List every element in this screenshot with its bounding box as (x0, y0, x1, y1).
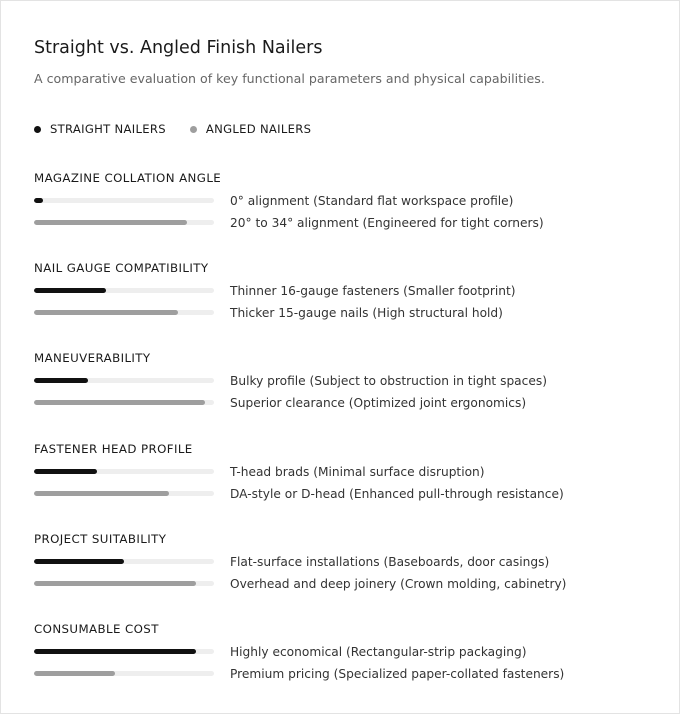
category-group (34, 351, 654, 431)
category-title: CONSUMABLE COST (34, 622, 159, 636)
bar-straight (34, 469, 97, 474)
category-group (34, 261, 654, 341)
bar-row (34, 666, 654, 682)
bar-row (34, 283, 654, 299)
legend-dot-straight (34, 126, 41, 133)
bar-label: T-head brads (Minimal surface disruption) (230, 465, 485, 479)
bar-row (34, 305, 654, 321)
category-title: MAGAZINE COLLATION ANGLE (34, 171, 222, 185)
bar-straight (34, 198, 43, 203)
bar-track (34, 400, 214, 405)
bar-track (34, 310, 214, 315)
bar-straight (34, 649, 196, 654)
bar-label: DA-style or D-head (Enhanced pull-through resistance) (230, 487, 564, 501)
bar-track (34, 581, 214, 586)
bar-track (34, 198, 214, 203)
bar-row (34, 644, 654, 660)
bar-label: Superior clearance (Optimized joint ergonomics) (230, 396, 527, 410)
legend (34, 122, 335, 136)
bar-angled (34, 671, 115, 676)
bar-straight (34, 559, 124, 564)
bar-label: Flat-surface installations (Baseboards, door casings) (230, 555, 550, 569)
legend-label-straight: STRAIGHT NAILERS (50, 122, 166, 136)
bar-angled (34, 581, 196, 586)
bar-track (34, 469, 214, 474)
category-group (34, 171, 654, 251)
chart-subtitle: A comparative evaluation of key functional parameters and physical capabilities. (34, 71, 545, 86)
bar-row (34, 576, 654, 592)
bar-label: 20° to 34° alignment (Engineered for tight corners) (230, 216, 544, 230)
bar-track (34, 559, 214, 564)
legend-item-angled (190, 122, 311, 136)
bar-row (34, 554, 654, 570)
bar-track (34, 288, 214, 293)
category-title: FASTENER HEAD PROFILE (34, 442, 193, 456)
bar-label: Premium pricing (Specialized paper-collated fasteners) (230, 667, 565, 681)
bar-label: Bulky profile (Subject to obstruction in tight spaces) (230, 374, 547, 388)
legend-label-angled: ANGLED NAILERS (205, 122, 312, 136)
bar-angled (34, 491, 169, 496)
bar-label: Overhead and deep joinery (Crown molding, cabinetry) (230, 577, 567, 591)
category-title: PROJECT SUITABILITY (34, 532, 167, 546)
bar-straight (34, 288, 106, 293)
legend-item-straight (34, 122, 166, 136)
chart-title: Straight vs. Angled Finish Nailers (34, 38, 323, 58)
bar-row (34, 215, 654, 231)
bar-track (34, 378, 214, 383)
bar-track (34, 491, 214, 496)
bar-row (34, 373, 654, 389)
bar-label: 0° alignment (Standard flat workspace profile) (230, 194, 514, 208)
bar-label: Thicker 15-gauge nails (High structural hold) (230, 306, 503, 320)
bar-row (34, 193, 654, 209)
legend-dot-angled (190, 126, 197, 133)
bar-label: Highly economical (Rectangular-strip packaging) (230, 645, 527, 659)
bar-angled (34, 400, 205, 405)
bar-row (34, 464, 654, 480)
bar-track (34, 671, 214, 676)
category-group (34, 532, 654, 612)
bar-label: Thinner 16-gauge fasteners (Smaller footprint) (230, 284, 516, 298)
bar-track (34, 649, 214, 654)
bar-angled (34, 220, 187, 225)
bar-row (34, 486, 654, 502)
category-group (34, 622, 654, 702)
category-group (34, 442, 654, 522)
bar-angled (34, 310, 178, 315)
bar-track (34, 220, 214, 225)
category-title: NAIL GAUGE COMPATIBILITY (34, 261, 209, 275)
bar-row (34, 395, 654, 411)
category-title: MANEUVERABILITY (34, 351, 151, 365)
bar-straight (34, 378, 88, 383)
